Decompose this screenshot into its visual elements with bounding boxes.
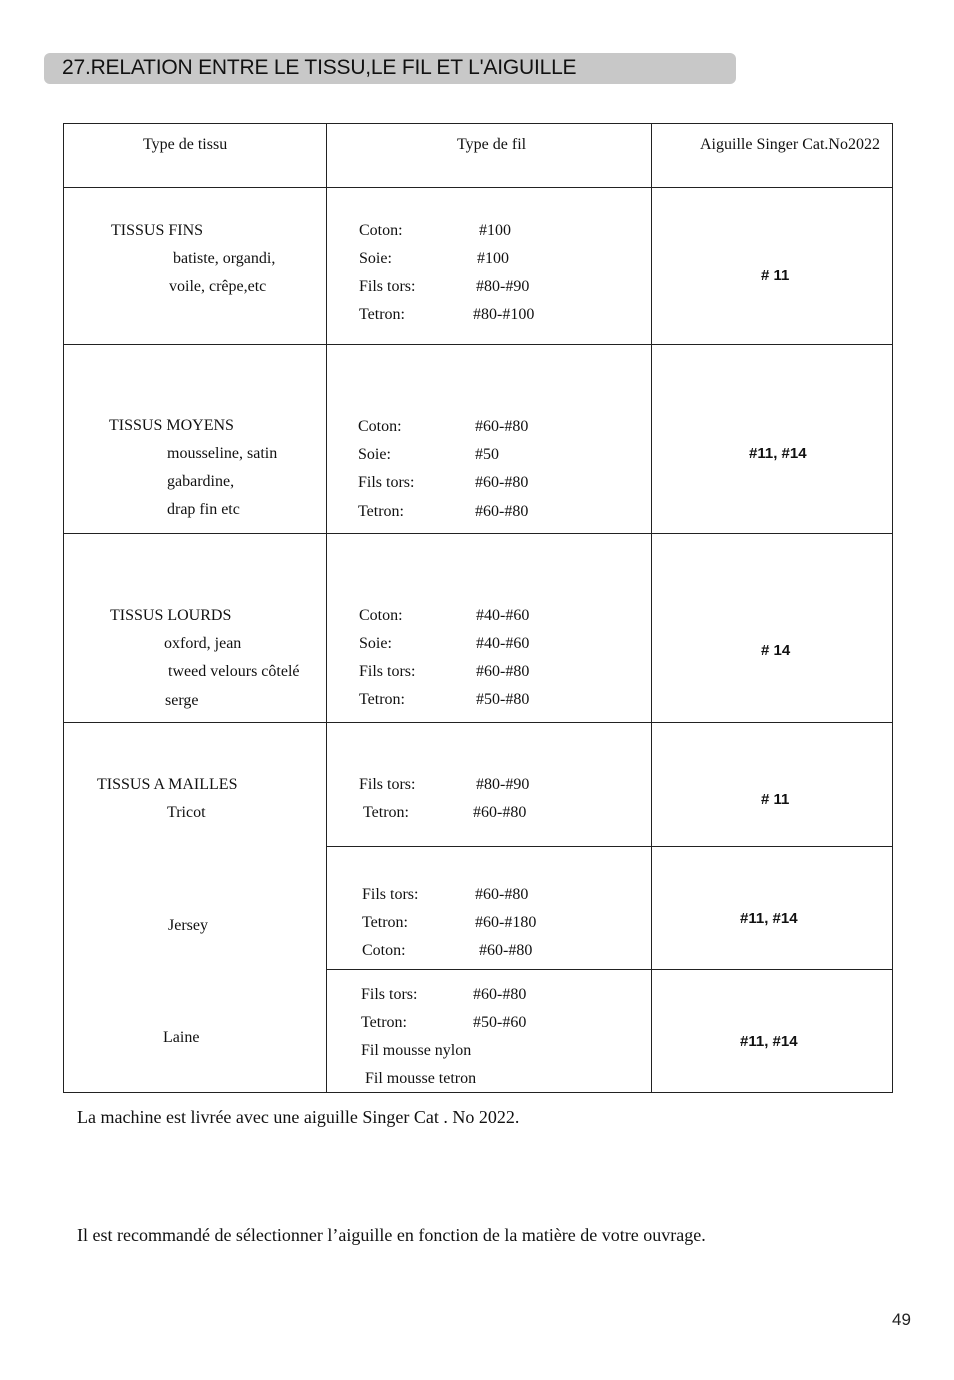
- thread-size: #60-#80: [473, 986, 527, 1003]
- table-border-top: [63, 123, 893, 124]
- thread-size: #60-#180: [475, 914, 537, 931]
- thread-name: Tetron:: [362, 914, 408, 931]
- thread-name: Soie:: [358, 446, 391, 463]
- thread-size: #60-#80: [475, 418, 529, 435]
- column-divider: [651, 123, 652, 1093]
- thread-size: #80-#90: [476, 776, 530, 793]
- needle-size: # 11: [761, 791, 790, 808]
- thread-name: Soie:: [359, 635, 392, 652]
- thread-name: Fils tors:: [359, 776, 416, 793]
- fabric-example: Laine: [163, 1029, 200, 1046]
- fabric-example: Jersey: [168, 917, 208, 934]
- thread-size: #60-#80: [476, 663, 530, 680]
- thread-size: #60-#80: [473, 804, 527, 821]
- fabric-category: TISSUS FINS: [111, 222, 204, 239]
- needle-size: #11, #14: [740, 1033, 798, 1050]
- fabric-example: batiste, organdi,: [173, 250, 276, 267]
- thread-size: #50-#60: [473, 1014, 527, 1031]
- thread-size: #100: [479, 222, 511, 239]
- note-supplied-needle: La machine est livrée avec une aiguille Singer Cat . No 2022.: [77, 1107, 520, 1127]
- table-header-divider: [63, 187, 893, 188]
- thread-name: Tetron:: [359, 306, 405, 323]
- fabric-example: serge: [165, 692, 199, 709]
- thread-name: Soie:: [359, 250, 392, 267]
- row-subdivider: [326, 846, 893, 847]
- column-divider: [326, 123, 327, 1093]
- header-needle: Aiguille Singer Cat.No2022: [700, 136, 880, 153]
- thread-name: Coton:: [358, 418, 402, 435]
- fabric-example: tweed velours côtelé: [168, 663, 300, 680]
- header-thread-type: Type de fil: [457, 136, 527, 153]
- thread-name: Fil mousse tetron: [365, 1070, 477, 1087]
- row-subdivider: [326, 969, 893, 970]
- thread-size: #50-#80: [476, 691, 530, 708]
- thread-size: #80-#100: [473, 306, 535, 323]
- thread-name: Coton:: [362, 942, 406, 959]
- thread-name: Tetron:: [358, 503, 404, 520]
- fabric-category: TISSUS MOYENS: [109, 417, 234, 434]
- thread-size: #60-#80: [479, 942, 533, 959]
- fabric-example: Tricot: [167, 804, 206, 821]
- thread-size: #50: [475, 446, 499, 463]
- thread-name: Fils tors:: [362, 886, 419, 903]
- thread-name: Fils tors:: [358, 474, 415, 491]
- section-title: 27.RELATION ENTRE LE TISSU,LE FIL ET L'AIGUILLE: [62, 56, 577, 79]
- thread-size: #60-#80: [475, 503, 529, 520]
- thread-name: Tetron:: [359, 691, 405, 708]
- fabric-category: TISSUS A MAILLES: [97, 776, 238, 793]
- thread-name: Tetron:: [363, 804, 409, 821]
- needle-size: #11, #14: [749, 445, 807, 462]
- needle-size: # 14: [761, 642, 791, 659]
- fabric-example: gabardine,: [167, 473, 235, 490]
- thread-size: #80-#90: [476, 278, 530, 295]
- needle-size: # 11: [761, 267, 790, 284]
- thread-name: Coton:: [359, 222, 403, 239]
- needle-size: #11, #14: [740, 910, 798, 927]
- header-fabric-type: Type de tissu: [143, 136, 228, 153]
- thread-name: Tetron:: [361, 1014, 407, 1031]
- fabric-thread-needle-table: [63, 123, 893, 1093]
- table-border-right: [892, 123, 893, 1093]
- section-title-bar: [44, 53, 736, 84]
- thread-size: #40-#60: [476, 635, 530, 652]
- thread-size: #100: [477, 250, 509, 267]
- thread-size: #60-#80: [475, 474, 529, 491]
- thread-name: Fils tors:: [361, 986, 418, 1003]
- fabric-example: voile, crêpe,etc: [169, 278, 267, 295]
- page-number: 49: [892, 1310, 911, 1329]
- thread-size: #40-#60: [476, 607, 530, 624]
- thread-size: #60-#80: [475, 886, 529, 903]
- fabric-category: TISSUS LOURDS: [110, 607, 232, 624]
- table-border-left: [63, 123, 64, 1093]
- table-border-bottom: [63, 1092, 893, 1093]
- fabric-example: drap fin etc: [167, 501, 240, 518]
- thread-name: Fils tors:: [359, 663, 416, 680]
- row-divider: [63, 533, 893, 534]
- fabric-example: mousseline, satin: [167, 445, 278, 462]
- note-needle-recommendation: Il est recommandé de sélectionner l’aiguille en fonction de la matière de votre ouvrage.: [77, 1225, 706, 1245]
- row-divider: [63, 344, 893, 345]
- thread-name: Fils tors:: [359, 278, 416, 295]
- thread-name: Coton:: [359, 607, 403, 624]
- thread-name: Fil mousse nylon: [361, 1042, 472, 1059]
- fabric-example: oxford, jean: [164, 635, 242, 652]
- row-divider: [63, 722, 893, 723]
